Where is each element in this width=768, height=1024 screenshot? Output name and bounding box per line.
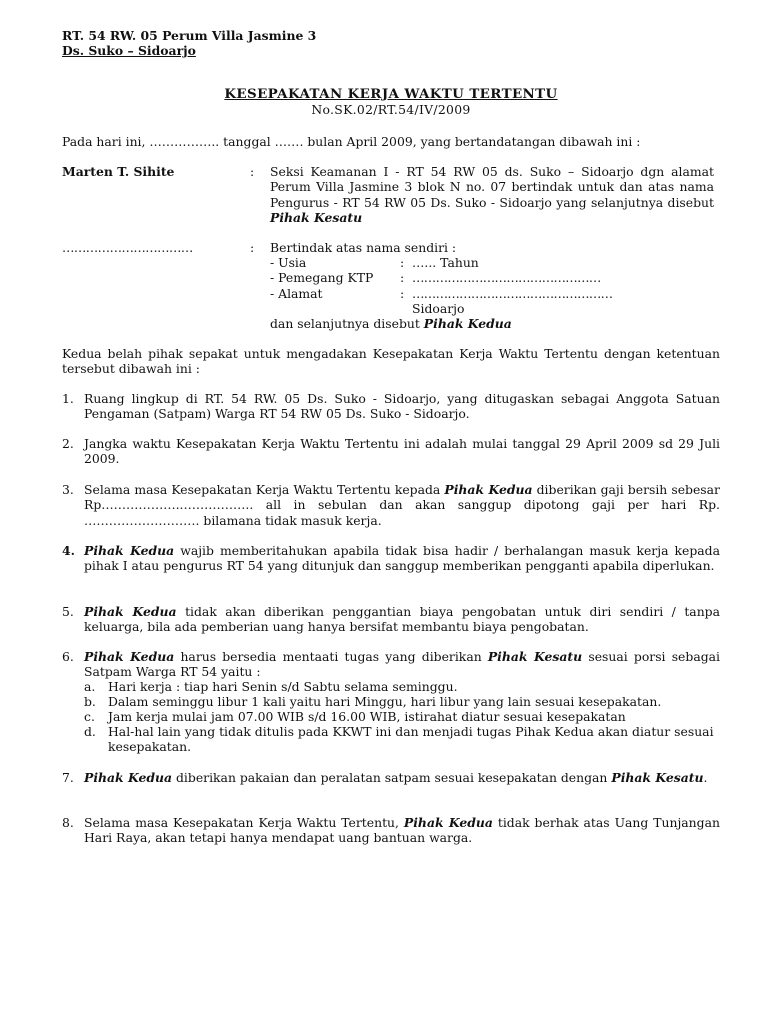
clause-text — [84, 543, 720, 574]
field-colon: : — [400, 255, 405, 270]
field-colon: : — [400, 286, 405, 301]
field-value: ………………………………………… — [412, 270, 601, 285]
sub-label: d. — [84, 724, 96, 739]
party2-term: Pihak Kedua — [423, 316, 512, 331]
sub-text: Dalam seminggu libur 1 kali yaitu hari Minggu, hari libur yang lain sesuai kesepakatan. — [108, 694, 662, 709]
intro-paragraph: Pada hari ini, …………….. tanggal ……. bulan April 2009, yang bertandatangan dibawah ini : — [62, 134, 641, 149]
header-address — [62, 28, 316, 59]
clause-text — [84, 815, 720, 846]
clause-term: Pihak Kedua — [84, 649, 175, 664]
clause-6-sub-a — [84, 679, 724, 694]
clause-term: Pihak Kedua — [84, 770, 173, 785]
clause-term: Pihak Kedua — [84, 604, 177, 619]
clause-text-mid: diberikan pakaian dan peralatan satpam sesuai kesepakatan dengan — [176, 770, 608, 785]
clause-text-post: tidak akan diberikan penggantian biaya pengobatan untuk diri sendiri / tanpa keluarga, bila ada pemberian uang hanya bersifat membantu biaya pengobatan. — [84, 604, 720, 635]
clause-term-2: Pihak Kesatu — [487, 649, 583, 664]
clause-text-post: sesuai porsi sebagai Satpam Warga RT 54 yaitu : — [84, 649, 720, 680]
clause-text-post: diberikan gaji bersih sebesar Rp………………..…………….. all in sebulan dan akan sanggup dipotong gaji per hari Rp. ………………………. bilamana tidak masuk kerja. — [84, 482, 720, 528]
clause-text-post: wajib memberitahukan apabila tidak bisa hadir / berhalangan masuk kerja kepada pihak I atau pengurus RT 54 yang ditunjuk dan sanggup memberikan pengganti apabila diperlukan. — [84, 543, 720, 574]
field-value: …... Tahun — [412, 255, 479, 270]
party1-desc-text: Seksi Keamanan I - RT 54 RW 05 ds. Suko – Sidoarjo dgn alamat Perum Villa Jasmine 3 blok N no. 07 bertindak untuk dan atas nama Pengurus - RT 54 RW 05 Ds. Suko - Sidoarjo yang selanjutnya disebut — [270, 164, 714, 210]
document-title — [62, 87, 720, 118]
clause-5 — [62, 604, 720, 635]
sub-text: Hal-hal lain yang tidak ditulis pada KKWT ini dan menjadi tugas Pihak Kedua akan diatur sesuai kesepakatan. — [108, 724, 714, 755]
clause-text — [84, 649, 720, 680]
clause-6-sub-c — [84, 709, 724, 724]
party1-term: Pihak Kesatu — [270, 209, 363, 225]
field-colon: : — [400, 270, 405, 285]
agreement-intro: Kedua belah pihak sepakat untuk mengadakan Kesepakatan Kerja Waktu Tertentu dengan ketentuan tersebut dibawah ini : — [62, 346, 720, 377]
clause-4 — [62, 543, 720, 574]
clause-6 — [62, 649, 720, 680]
party2-tail-text: dan selanjutnya disebut — [270, 316, 420, 331]
field-label: - Alamat — [270, 286, 323, 301]
clause-1 — [62, 391, 720, 422]
clause-text-post: tidak berhak atas Uang Tunjangan Hari Raya, akan tetapi hanya mendapat uang bantuan warga. — [84, 815, 720, 846]
field-label: - Pemegang KTP — [270, 270, 374, 285]
clause-text — [84, 604, 720, 635]
party1-colon: : — [250, 164, 255, 179]
party1-description — [270, 164, 714, 225]
clause-text — [84, 770, 720, 785]
clause-7 — [62, 770, 720, 785]
party2-line1: Bertindak atas nama sendiri : — [270, 240, 457, 255]
sub-label: b. — [84, 694, 96, 709]
document-number: No.SK.02/RT.54/IV/2009 — [311, 102, 471, 118]
clause-number: 6. — [62, 649, 74, 664]
field-value: …………………………………………… — [412, 286, 613, 301]
party2-name: …………………………… — [62, 240, 193, 255]
party1-name: Marten T. Sihite — [62, 164, 175, 179]
party2-tail — [270, 316, 512, 331]
clause-number: 2. — [62, 436, 74, 451]
field-label: - Usia — [270, 255, 307, 270]
clause-8 — [62, 815, 720, 846]
party2-city: Sidoarjo — [412, 301, 465, 316]
clause-number: 3. — [62, 482, 74, 497]
clause-number: 4. — [62, 543, 75, 558]
clause-text-content: Jangka waktu Kesepakatan Kerja Waktu Tertentu ini adalah mulai tanggal 29 April 2009 sd 29 Juli 2009. — [84, 436, 720, 467]
clause-text-mid: harus bersedia mentaati tugas yang diberikan — [180, 649, 482, 664]
clause-number: 5. — [62, 604, 74, 619]
clause-term: Pihak Kedua — [403, 815, 493, 830]
party2-colon: : — [250, 240, 255, 255]
clause-term: Pihak Kedua — [84, 543, 175, 558]
clause-6-sub-d — [84, 724, 720, 755]
clause-text-pre: Selama masa Kesepakatan Kerja Waktu Tertentu kepada — [84, 482, 441, 497]
header-line-1: RT. 54 RW. 05 Perum Villa Jasmine 3 — [62, 28, 317, 43]
clause-term: Pihak Kedua — [444, 482, 533, 497]
clause-text: Ruang lingkup di RT. 54 RW. 05 Ds. Suko - Sidoarjo, yang ditugaskan sebagai Anggota Satuan Pengaman (Satpam) Warga RT 54 RW 05 Ds. Suko - Sidoarjo. — [84, 391, 720, 422]
clause-number: 7. — [62, 770, 74, 785]
sub-text: Jam kerja mulai jam 07.00 WIB s/d 16.00 WIB, istirahat diatur sesuai kesepakatan — [108, 709, 626, 724]
clause-text — [84, 436, 720, 467]
clause-text — [84, 482, 720, 528]
clause-6-sub-b — [84, 694, 724, 709]
clause-2 — [62, 436, 720, 467]
title-heading: KESEPAKATAN KERJA WAKTU TERTENTU — [224, 86, 558, 102]
header-line-2: Ds. Suko – Sidoarjo — [62, 43, 196, 59]
clause-3 — [62, 482, 720, 528]
clause-text-post: . — [703, 770, 708, 785]
sub-label: c. — [84, 709, 95, 724]
clause-number: 8. — [62, 815, 74, 830]
sub-text: Hari kerja : tiap hari Senin s/d Sabtu selama seminggu. — [108, 679, 458, 694]
clause-number: 1. — [62, 391, 74, 406]
sub-label: a. — [84, 679, 96, 694]
clause-text-pre: Selama masa Kesepakatan Kerja Waktu Tertentu, — [84, 815, 399, 830]
clause-term-2: Pihak Kesatu — [611, 770, 704, 785]
